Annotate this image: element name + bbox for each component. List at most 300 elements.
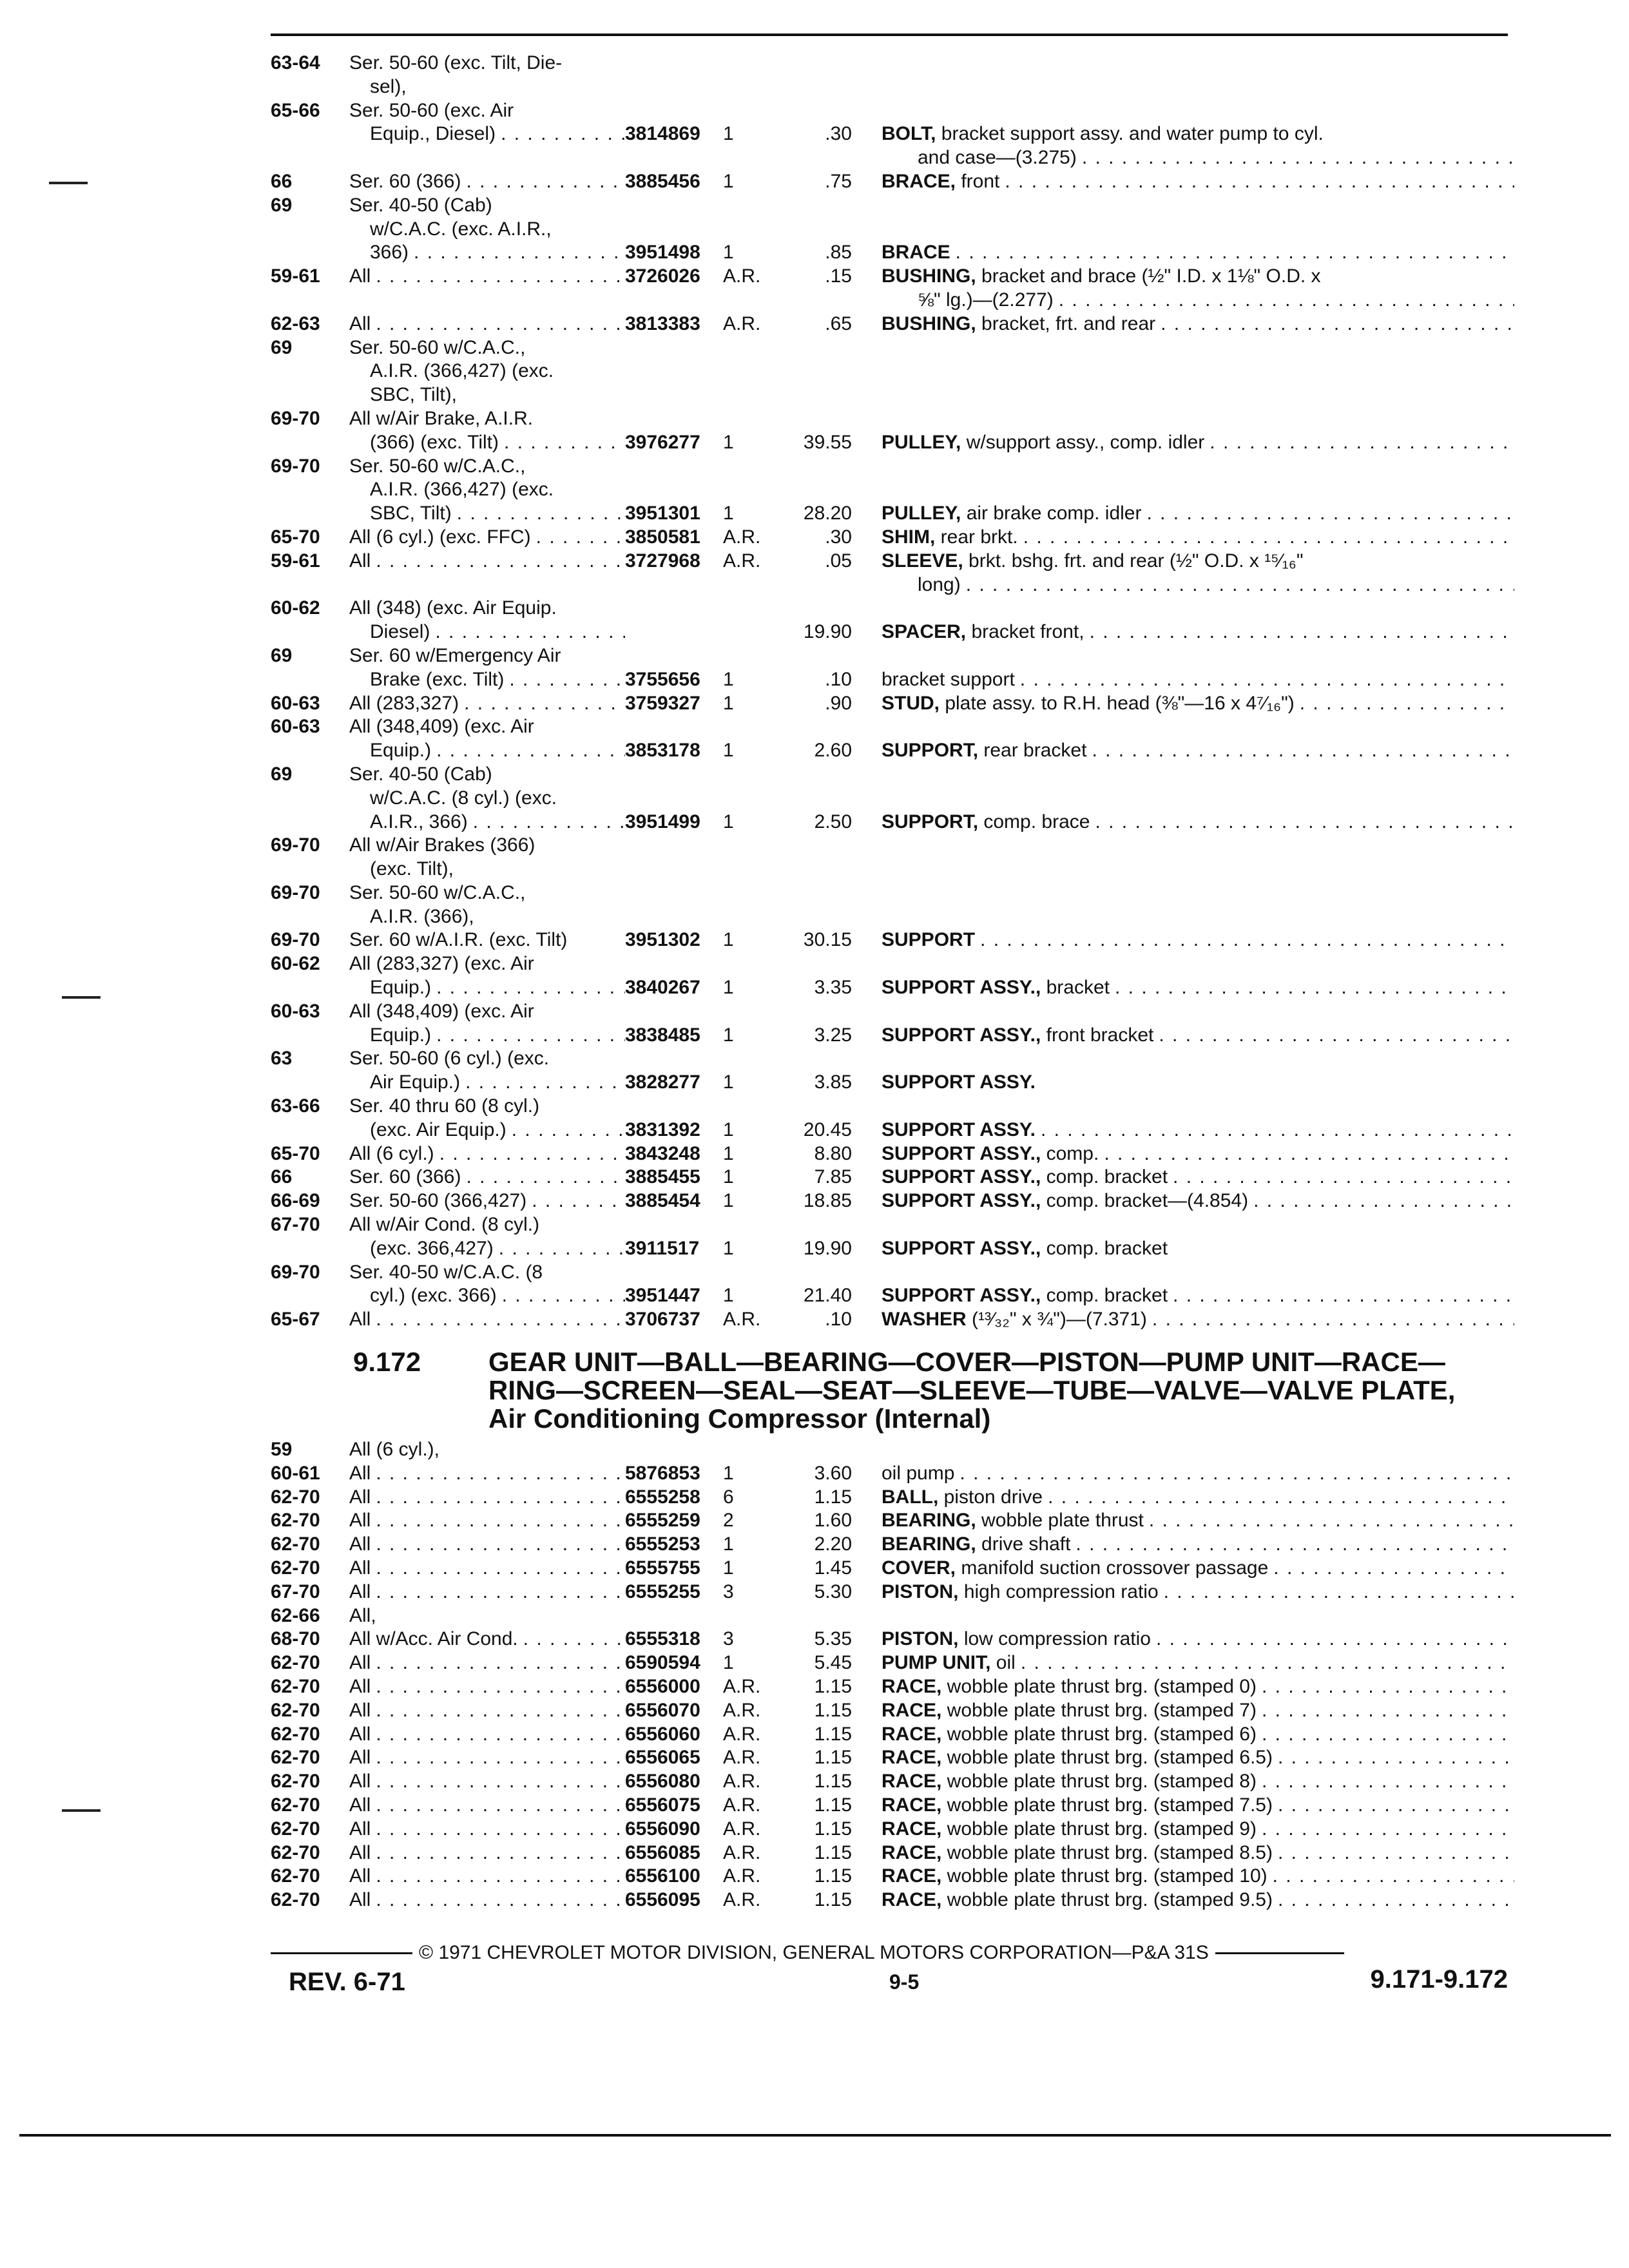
part-detail: front xyxy=(956,170,1000,192)
list-price: .15 xyxy=(825,265,852,287)
dot-leader xyxy=(461,170,625,194)
dot-leader xyxy=(1036,1119,1514,1142)
section-title-line: RING—SCREEN—SEAL—SEAT—SLEEVE—TUBE—VALVE—VALVE PLATE, xyxy=(488,1375,1456,1405)
model-year: 59-61 xyxy=(271,550,320,572)
description-cell xyxy=(882,1581,1514,1604)
application-cell xyxy=(349,881,625,905)
dot-leader xyxy=(1159,1581,1514,1604)
model-year: 62-70 xyxy=(271,1533,320,1555)
model-year: 62-70 xyxy=(271,1865,320,1887)
part-name: PISTON, xyxy=(882,1581,959,1602)
dot-leader xyxy=(1268,1865,1514,1888)
description-cell xyxy=(882,1486,1514,1510)
application-cell xyxy=(349,1557,625,1581)
description-cell xyxy=(882,312,1514,336)
description-text xyxy=(882,289,1054,312)
quantity: 3 xyxy=(723,1628,734,1650)
dot-leader xyxy=(1090,811,1514,834)
application-cell xyxy=(349,1308,625,1332)
part-number: 3840267 xyxy=(625,977,700,999)
part-detail: wobble plate thrust brg. (stamped 0) xyxy=(941,1675,1257,1697)
application-cell xyxy=(349,834,625,858)
description-text xyxy=(882,1119,1036,1142)
quantity: A.R. xyxy=(723,1794,761,1816)
part-detail: wobble plate thrust brg. (stamped 9) xyxy=(941,1818,1257,1840)
dot-leader xyxy=(961,573,1514,597)
list-price: 3.85 xyxy=(814,1072,852,1093)
application-text: cyl.) (exc. 366) xyxy=(370,1285,497,1307)
quantity: A.R. xyxy=(723,1675,761,1697)
section-title-line: Air Conditioning Compressor (Internal) xyxy=(488,1403,991,1434)
application-text: Ser. 50-60 (366,427) xyxy=(349,1190,527,1212)
list-price: 39.55 xyxy=(803,431,852,453)
part-detail: brkt. bshg. frt. and rear (½" O.D. x ¹⁵⁄₁₆" xyxy=(963,550,1304,572)
application-cell xyxy=(349,668,625,692)
application-text: All xyxy=(349,1794,371,1816)
dot-leader xyxy=(371,550,625,573)
part-number: 3885454 xyxy=(625,1190,700,1212)
application-text: All xyxy=(349,1865,371,1887)
part-detail: wobble plate thrust brg. (stamped 9.5) xyxy=(941,1889,1273,1911)
application-text: (366) (exc. Tilt) xyxy=(370,431,499,453)
description-cell xyxy=(882,1723,1514,1747)
part-name: RACE, xyxy=(882,1818,942,1840)
binder-tick-mark xyxy=(49,182,88,184)
part-name: RACE, xyxy=(882,1865,942,1887)
footer-rule xyxy=(1215,1952,1344,1954)
table-row xyxy=(271,407,1514,431)
quantity: 1 xyxy=(723,811,734,832)
list-price: .30 xyxy=(825,123,852,145)
application-cell xyxy=(349,1651,625,1675)
description-cell xyxy=(882,1071,1514,1095)
part-number: 3759327 xyxy=(625,692,700,714)
part-number: 3706737 xyxy=(625,1309,700,1331)
table-row xyxy=(271,1628,1514,1651)
dot-leader xyxy=(1077,146,1514,170)
application-cell xyxy=(349,1628,625,1651)
application-cell xyxy=(349,692,625,716)
quantity: 3 xyxy=(723,1581,734,1602)
application-cell xyxy=(349,905,625,929)
table-row xyxy=(271,1841,1514,1865)
part-detail: front bracket xyxy=(1041,1024,1154,1046)
quantity: 1 xyxy=(723,1285,734,1307)
list-price: 18.85 xyxy=(803,1190,852,1212)
list-price: 1.15 xyxy=(814,1818,852,1840)
dot-leader xyxy=(371,1865,625,1888)
table-row xyxy=(271,1746,1514,1770)
dot-leader xyxy=(1147,1308,1514,1332)
section-header-9-172 xyxy=(353,1348,1513,1433)
dot-leader xyxy=(1018,526,1514,550)
description-cell xyxy=(882,1818,1514,1841)
part-number: 3814869 xyxy=(625,123,700,145)
description-cell xyxy=(882,502,1514,526)
part-name: COVER, xyxy=(882,1557,956,1579)
table-row xyxy=(271,360,1514,383)
part-number: 6555318 xyxy=(625,1628,700,1650)
footer-rule xyxy=(271,1952,412,1954)
list-price: 5.45 xyxy=(814,1652,852,1674)
dot-leader xyxy=(371,1723,625,1747)
application-cell xyxy=(349,478,625,502)
application-cell xyxy=(349,739,625,763)
application-text: All xyxy=(349,265,371,287)
application-text: All xyxy=(349,1818,371,1840)
description-text xyxy=(882,573,961,597)
quantity: 1 xyxy=(723,1237,734,1259)
description-text xyxy=(882,976,1110,1000)
description-text xyxy=(882,620,1084,644)
part-name: RACE, xyxy=(882,1841,942,1863)
application-text: Ser. 40-50 (Cab) xyxy=(349,763,492,785)
model-year: 62-66 xyxy=(271,1604,320,1626)
description-cell xyxy=(882,1509,1514,1533)
revision-label: REV. 6-71 xyxy=(289,1968,405,1996)
part-detail: comp. bracket xyxy=(1041,1237,1168,1259)
application-text: All w/Air Cond. (8 cyl.) xyxy=(349,1214,540,1236)
table-row xyxy=(271,905,1514,929)
model-year: 69 xyxy=(271,194,293,216)
description-text xyxy=(882,811,1090,834)
part-detail: manifold suction crossover passage xyxy=(956,1557,1269,1579)
part-name: BUSHING, xyxy=(882,265,976,287)
part-name: SUPPORT xyxy=(882,929,976,951)
part-detail: ⅝" lg.)—(2.277) xyxy=(918,289,1054,311)
part-number: 3951498 xyxy=(625,242,700,264)
part-number: 3850581 xyxy=(625,526,700,548)
list-price: 1.15 xyxy=(814,1841,852,1863)
dot-leader xyxy=(504,668,625,692)
description-text xyxy=(882,1237,1168,1261)
quantity: 1 xyxy=(723,1072,734,1093)
description-cell xyxy=(882,1284,1514,1308)
table-row xyxy=(271,1604,1514,1628)
model-year: 60-61 xyxy=(271,1462,320,1484)
description-cell xyxy=(882,431,1514,455)
part-number: 3727968 xyxy=(625,550,700,572)
dot-leader xyxy=(371,1509,625,1533)
application-text: Equip.) xyxy=(370,740,432,762)
part-name: SUPPORT ASSY., xyxy=(882,1024,1041,1046)
dot-leader xyxy=(371,1651,625,1675)
list-price: 1.60 xyxy=(814,1510,852,1532)
list-price: 1.15 xyxy=(814,1486,852,1508)
part-number: 6556085 xyxy=(625,1841,700,1863)
list-price: 28.20 xyxy=(803,503,852,524)
model-year: 59 xyxy=(271,1439,293,1460)
part-number: 6556090 xyxy=(625,1818,700,1840)
description-cell xyxy=(882,1770,1514,1794)
application-text: Equip.) xyxy=(370,977,432,999)
dot-leader xyxy=(499,431,625,455)
part-name: STUD, xyxy=(882,692,940,714)
description-cell xyxy=(882,550,1514,573)
application-cell xyxy=(349,787,625,811)
application-cell xyxy=(349,1024,625,1048)
binder-tick-mark xyxy=(62,996,101,999)
dot-leader xyxy=(999,170,1514,194)
description-text xyxy=(882,1142,1099,1166)
application-cell xyxy=(349,218,625,242)
part-number: 3976277 xyxy=(625,431,700,453)
description-text xyxy=(882,739,1086,763)
table-row xyxy=(271,692,1514,716)
part-detail: bracket xyxy=(1041,977,1110,999)
application-text: Ser. 40-50 (Cab) xyxy=(349,194,492,216)
part-name: WASHER xyxy=(882,1309,967,1331)
quantity: A.R. xyxy=(723,265,761,287)
application-cell xyxy=(349,1000,625,1024)
application-text: All xyxy=(349,1486,371,1508)
dot-leader xyxy=(371,1699,625,1723)
table-row xyxy=(271,241,1514,265)
description-cell xyxy=(882,1308,1514,1332)
description-cell xyxy=(882,1699,1514,1723)
model-year: 69 xyxy=(271,336,293,358)
table-row xyxy=(271,573,1514,597)
copyright-text: © 1971 CHEVROLET MOTOR DIVISION, GENERAL MOTORS CORPORATION—P&A 31S xyxy=(419,1942,1209,1963)
application-cell xyxy=(349,1604,625,1628)
part-number: 6555253 xyxy=(625,1533,700,1555)
part-name: SUPPORT ASSY. xyxy=(882,1119,1036,1140)
application-text: Diesel) xyxy=(370,621,430,643)
application-cell xyxy=(349,644,625,668)
list-price: 1.15 xyxy=(814,1723,852,1745)
quantity: A.R. xyxy=(723,1699,761,1721)
dot-leader xyxy=(1257,1770,1514,1794)
page-number: 9-5 xyxy=(889,1970,920,1994)
table-row xyxy=(271,52,1514,75)
application-text: A.I.R. (366), xyxy=(370,905,474,927)
model-year: 62-70 xyxy=(271,1675,320,1697)
description-text xyxy=(882,1308,1147,1332)
model-year: 67-70 xyxy=(271,1581,320,1602)
part-detail: rear brkt. xyxy=(935,526,1018,548)
description-text xyxy=(882,1746,1273,1770)
part-name: SUPPORT, xyxy=(882,740,979,762)
description-text xyxy=(882,1699,1257,1723)
description-text xyxy=(882,431,1204,455)
description-text xyxy=(882,1533,1070,1557)
list-price: 21.40 xyxy=(803,1285,852,1307)
quantity: 1 xyxy=(723,1652,734,1674)
description-text xyxy=(882,668,1015,692)
part-detail: comp. bracket xyxy=(1041,1285,1168,1307)
application-text: All (6 cyl.), xyxy=(349,1439,440,1460)
dot-leader xyxy=(371,1746,625,1770)
description-text xyxy=(882,1557,1268,1581)
list-price: 1.15 xyxy=(814,1699,852,1721)
application-cell xyxy=(349,620,625,644)
application-text: All (6 cyl.) xyxy=(349,1142,434,1164)
description-text xyxy=(882,1486,1043,1510)
application-cell xyxy=(349,1818,625,1841)
part-name: PUMP UNIT, xyxy=(882,1652,991,1674)
parts-list-section-9-172 xyxy=(271,1438,1514,1912)
part-detail: wobble plate thrust brg. (stamped 7.5) xyxy=(941,1794,1273,1816)
application-text: All xyxy=(349,1889,371,1911)
application-cell xyxy=(349,502,625,526)
dot-leader xyxy=(434,1142,625,1166)
quantity: A.R. xyxy=(723,1818,761,1840)
table-row xyxy=(271,715,1514,739)
section-title xyxy=(488,1348,1455,1433)
part-name: SUPPORT ASSY., xyxy=(882,1190,1041,1212)
application-text: Equip.) xyxy=(370,1024,432,1046)
list-price: .90 xyxy=(825,692,852,714)
quantity: 1 xyxy=(723,1190,734,1212)
description-text xyxy=(882,502,1141,526)
description-text xyxy=(882,265,1321,289)
list-price: 1.15 xyxy=(814,1794,852,1816)
table-row xyxy=(271,146,1514,170)
description-cell xyxy=(882,122,1514,146)
table-row xyxy=(271,858,1514,881)
part-number: 3828277 xyxy=(625,1072,700,1093)
dot-leader xyxy=(431,739,625,763)
part-name: PULLEY, xyxy=(882,431,961,453)
table-row xyxy=(271,1284,1514,1308)
dot-leader xyxy=(1084,620,1514,644)
model-year: 62-70 xyxy=(271,1747,320,1769)
application-cell xyxy=(349,1699,625,1723)
part-number: 6556065 xyxy=(625,1747,700,1769)
application-cell xyxy=(349,455,625,479)
description-text xyxy=(882,1189,1248,1213)
application-text: All, xyxy=(349,1604,376,1626)
list-price: 7.85 xyxy=(814,1166,852,1188)
part-number: 3951302 xyxy=(625,929,700,951)
part-number: 6556070 xyxy=(625,1699,700,1721)
application-text: SBC, Tilt), xyxy=(370,384,458,406)
table-row xyxy=(271,928,1514,952)
table-row xyxy=(271,502,1514,526)
model-year: 62-63 xyxy=(271,312,320,334)
table-row xyxy=(271,1865,1514,1888)
dot-leader xyxy=(1257,1675,1514,1699)
table-row xyxy=(271,312,1514,336)
description-text xyxy=(882,1166,1168,1189)
application-text: All xyxy=(349,1652,371,1674)
table-row xyxy=(271,1308,1514,1332)
model-year: 69-70 xyxy=(271,1261,320,1283)
list-price: 30.15 xyxy=(803,929,852,951)
application-cell xyxy=(349,1794,625,1818)
model-year: 69-70 xyxy=(271,834,320,856)
application-cell xyxy=(349,1675,625,1699)
part-name: SUPPORT ASSY., xyxy=(882,1166,1041,1188)
table-row xyxy=(271,1486,1514,1510)
table-row xyxy=(271,881,1514,905)
description-text xyxy=(882,170,999,194)
dot-leader xyxy=(1141,502,1514,526)
dot-leader xyxy=(1110,976,1514,1000)
part-number: 3885455 xyxy=(625,1166,700,1188)
quantity: 1 xyxy=(723,668,734,690)
application-text: Ser. 60 w/Emergency Air xyxy=(349,644,561,666)
application-cell xyxy=(349,431,625,455)
dot-leader xyxy=(497,1284,625,1308)
dot-leader xyxy=(1204,431,1514,455)
description-cell xyxy=(882,146,1514,170)
model-year: 65-70 xyxy=(271,1142,320,1164)
dot-leader xyxy=(371,1888,625,1912)
description-cell xyxy=(882,1841,1514,1865)
part-number: 3853178 xyxy=(625,740,700,762)
application-text: Ser. 50-60 w/C.A.C., xyxy=(349,336,526,358)
list-price: .10 xyxy=(825,668,852,690)
section-range: 9.171-9.172 xyxy=(1370,1965,1508,1994)
application-text: All xyxy=(349,1309,371,1331)
application-cell xyxy=(349,1119,625,1142)
dot-leader xyxy=(1257,1699,1514,1723)
description-cell xyxy=(882,1794,1514,1818)
description-cell xyxy=(882,1628,1514,1651)
application-cell xyxy=(349,1841,625,1865)
model-year: 60-63 xyxy=(271,692,320,714)
part-detail: long) xyxy=(918,573,961,595)
part-number: 6556100 xyxy=(625,1865,700,1887)
application-cell xyxy=(349,928,625,952)
list-price: 1.15 xyxy=(814,1865,852,1887)
list-price: 2.50 xyxy=(814,811,852,832)
application-cell xyxy=(349,1284,625,1308)
part-detail: wobble plate thrust brg. (stamped 6) xyxy=(941,1723,1257,1745)
list-price: .85 xyxy=(825,242,852,264)
part-number: 3951447 xyxy=(625,1285,700,1307)
dot-leader xyxy=(1268,1557,1514,1581)
model-year: 60-63 xyxy=(271,1000,320,1022)
model-year: 59-61 xyxy=(271,265,320,287)
description-text xyxy=(882,146,1077,170)
application-cell xyxy=(349,99,625,123)
model-year: 63-64 xyxy=(271,52,320,73)
table-row xyxy=(271,1166,1514,1189)
application-text: Equip., Diesel) xyxy=(370,123,496,145)
model-year: 69-70 xyxy=(271,407,320,429)
part-name: PISTON, xyxy=(882,1628,959,1650)
application-text: 366) xyxy=(370,242,409,264)
description-text xyxy=(882,1284,1168,1308)
quantity: 1 xyxy=(723,1557,734,1579)
table-row xyxy=(271,455,1514,479)
dot-leader xyxy=(1070,1533,1514,1557)
model-year: 60-63 xyxy=(271,716,320,738)
table-row xyxy=(271,763,1514,787)
part-number: 3755656 xyxy=(625,668,700,690)
part-name: RACE, xyxy=(882,1794,942,1816)
description-cell xyxy=(882,265,1514,289)
description-cell xyxy=(882,1462,1514,1486)
part-number: 6556095 xyxy=(625,1889,700,1911)
table-row xyxy=(271,1581,1514,1604)
application-cell xyxy=(349,407,625,431)
application-text: Air Equip.) xyxy=(370,1072,461,1093)
description-cell xyxy=(882,976,1514,1000)
table-row xyxy=(271,1675,1514,1699)
model-year: 66 xyxy=(271,170,293,192)
application-cell xyxy=(349,1533,625,1557)
footer-copyright-line xyxy=(271,1942,1514,1964)
description-cell xyxy=(882,1166,1514,1189)
application-cell xyxy=(349,1509,625,1533)
list-price: .05 xyxy=(825,550,852,572)
quantity: 1 xyxy=(723,1142,734,1164)
part-number: 6556075 xyxy=(625,1794,700,1816)
table-row xyxy=(271,1024,1514,1048)
